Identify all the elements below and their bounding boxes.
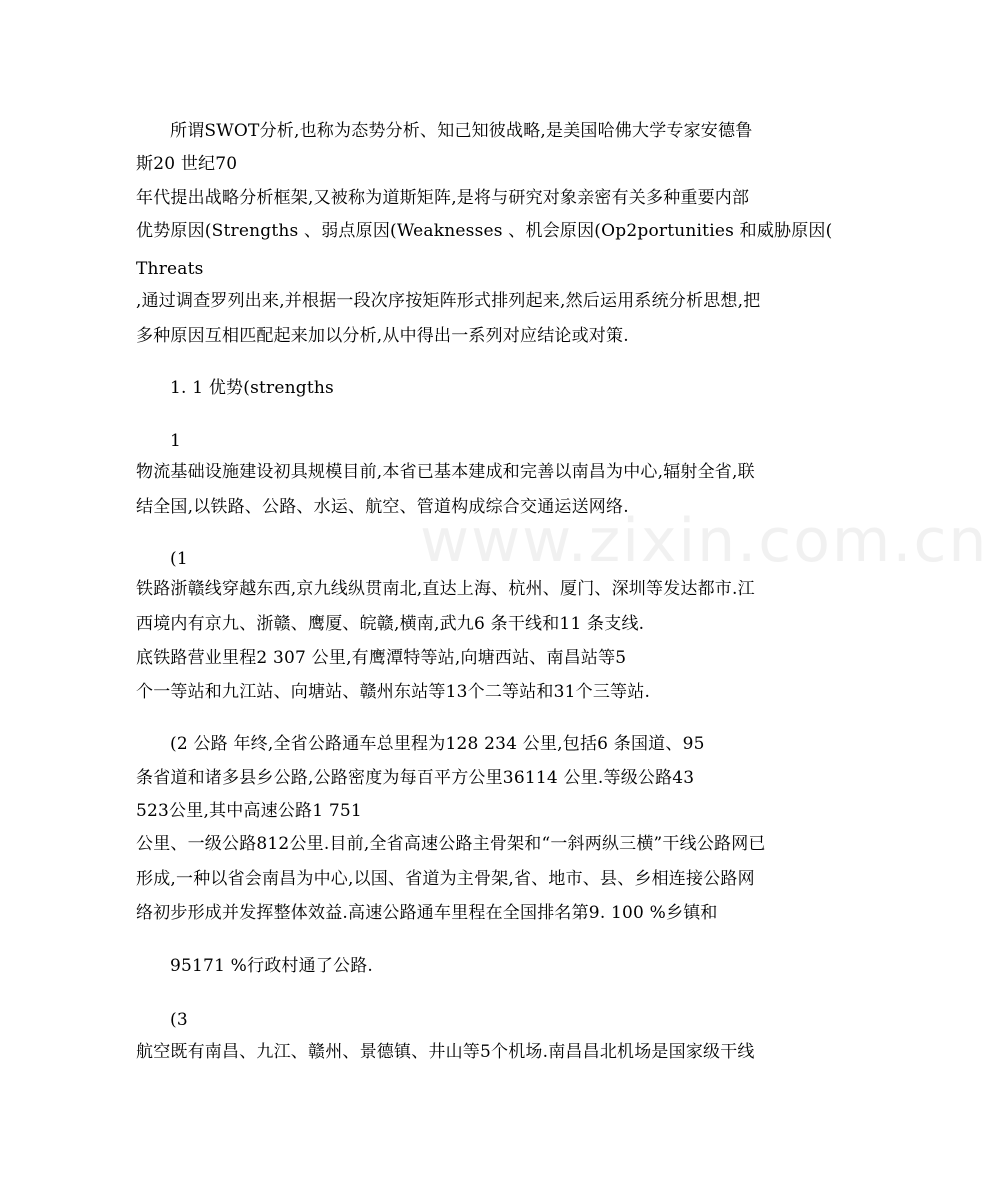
item-number: (1 [170, 549, 188, 569]
paragraph-line: (2 公路 年终,全省公路通车总里程为128 234 公里,包括6 条国道、95 [170, 734, 705, 754]
paragraph-line: 铁路浙赣线穿越东西,京九线纵贯南北,直达上海、杭州、厦门、深圳等发达都市.江 [136, 579, 755, 599]
paragraph-line: 个一等站和九江站、向塘站、赣州东站等13个二等站和31个三等站. [136, 682, 651, 702]
paragraph-line: 络初步形成并发挥整体效益.高速公路通车里程在全国排名第9. 100 %乡镇和 [136, 903, 718, 923]
item-number: (3 [170, 1010, 188, 1030]
watermark: www.zixin.com.cn [420, 506, 988, 576]
paragraph-line: 形成,一种以省会南昌为中心,以国、省道为主骨架,省、地市、县、乡相连接公路网 [136, 869, 755, 889]
paragraph-line: 所谓SWOT分析,也称为态势分析、知己知彼战略,是美国哈佛大学专家安德鲁 [170, 121, 753, 141]
paragraph-line: 523公里,其中高速公路1 751 [136, 801, 362, 821]
paragraph-line: 年代提出战略分析框架,又被称为道斯矩阵,是将与研究对象亲密有关多种重要内部 [136, 188, 750, 208]
paragraph-line: 航空既有南昌、九江、赣州、景德镇、井山等5个机场.南昌昌北机场是国家级干线 [136, 1042, 755, 1062]
paragraph-line: 结全国,以铁路、公路、水运、航空、管道构成综合交通运送网络. [136, 497, 629, 517]
paragraph-line: 斯20 世纪70 [136, 154, 238, 174]
paragraph-line: 条省道和诸多县乡公路,公路密度为每百平方公里36114 公里.等级公路43 [136, 768, 695, 788]
item-number: 1 [170, 431, 182, 451]
paragraph-line: 多种原因互相匹配起来加以分析,从中得出一系列对应结论或对策. [136, 326, 629, 346]
paragraph-line: 物流基础设施建设初具规模目前,本省已基本建成和完善以南昌为中心,辐射全省,联 [136, 462, 755, 482]
paragraph-line: 底铁路营业里程2 307 公里,有鹰潭特等站,向塘西站、南昌站等5 [136, 648, 627, 668]
paragraph-line: 优势原因(Strengths 、弱点原因(Weaknesses 、机会原因(Op2portunities 和威胁原因( [136, 221, 833, 241]
paragraph-line: Threats [136, 259, 204, 279]
paragraph-line: 95171 %行政村通了公路. [170, 956, 374, 976]
section-heading: 1. 1 优势(strengths [170, 378, 334, 398]
paragraph-line: ,通过调查罗列出来,并根据一段次序按矩阵形式排列起来,然后运用系统分析思想,把 [136, 291, 761, 311]
paragraph-line: 西境内有京九、浙赣、鹰厦、皖赣,横南,武九6 条干线和11 条支线. [136, 614, 645, 634]
paragraph-line: 公里、一级公路812公里.目前,全省高速公路主骨架和“一斜两纵三横”干线公路网已 [136, 834, 766, 854]
